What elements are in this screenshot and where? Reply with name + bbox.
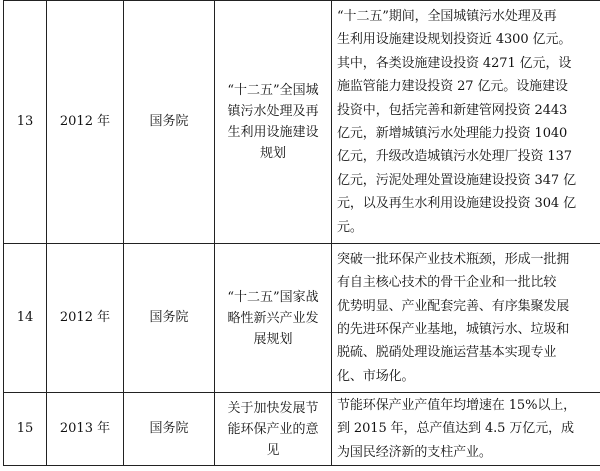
detail-line: 有自主核心技术的骨干企业和一批比较 [337, 275, 557, 291]
detail-line: “十二五”期间，全国城镇污水处理及再 [337, 8, 557, 24]
row-policy-detail [332, 1, 600, 244]
row-issuer: 国务院 [124, 1, 215, 244]
row-year: 2012 年 [47, 1, 124, 244]
title-line: “十二五”全国城 [227, 83, 319, 98]
detail-line: 的先进环保产业基地，城镇污水、垃圾和 [337, 322, 570, 337]
row-issuer: 国务院 [124, 393, 215, 466]
detail-line: 施监管能力建设投资 27 亿元。设施建设 [337, 79, 568, 95]
title-line: 能环保产业的意 [227, 421, 319, 437]
detail-line: 脱硫、脱硝处理设施运营基本实现专业 [337, 345, 557, 361]
title-line: “十二五”国家战 [227, 289, 319, 305]
row-year: 2013 年 [47, 393, 124, 466]
detail-line: 到 2015 年，总产值达到 4.5 万亿元，成 [337, 421, 574, 437]
row-policy-detail [332, 244, 600, 393]
row-issuer: 国务院 [124, 244, 215, 393]
detail-line: 亿元，升级改造城镇污水处理厂投资 137 [337, 149, 572, 165]
title-line: 展规划 [253, 331, 293, 347]
detail-line: 为国民经济新的支柱产业。 [337, 444, 492, 460]
row-policy-title [215, 1, 332, 244]
detail-line: 化、市场化。 [337, 368, 415, 384]
detail-line: 其中，各类设施建设投资 4271 亿元，设 [337, 55, 572, 71]
detail-line: 生利用设施建设规划投资近 4300 亿元。 [337, 32, 572, 48]
detail-line: 元，以及再生水利用设施建设投资 304 亿 [337, 196, 576, 212]
policy-table [3, 0, 600, 466]
detail-line: 元。 [337, 219, 363, 235]
detail-line: 突破一批环保产业技术瓶颈，形成一批拥 [337, 251, 570, 267]
row-policy-title [215, 244, 332, 393]
row-policy-title [215, 393, 332, 466]
detail-line: 优势明显、产业配套完善、有序集聚发展 [337, 298, 570, 314]
title-line: 见 [266, 442, 280, 458]
row-policy-detail [332, 393, 600, 466]
title-line: 略性新兴产业发 [227, 310, 319, 326]
table-row [4, 393, 600, 466]
detail-line: 投资中，包括完善和新建管网投资 2443 [337, 102, 568, 118]
title-line: 生利用设施建设 [227, 125, 319, 140]
row-year: 2012 年 [47, 244, 124, 393]
detail-line: 节能环保产业产值年均增速在 15%以上， [337, 397, 577, 413]
table-row [4, 1, 600, 244]
row-number: 13 [4, 1, 47, 244]
detail-line: 亿元，污泥处理处置设施建设投资 347 亿 [337, 172, 576, 188]
title-line: 关于加快发展节 [227, 400, 319, 416]
row-number: 14 [4, 244, 47, 393]
row-number: 15 [4, 393, 47, 466]
detail-line: 亿元，新增城镇污水处理能力投资 1040 [337, 126, 568, 141]
title-line: 镇污水处理及再 [227, 104, 319, 119]
table-row [4, 244, 600, 393]
title-line: 规划 [259, 146, 286, 161]
